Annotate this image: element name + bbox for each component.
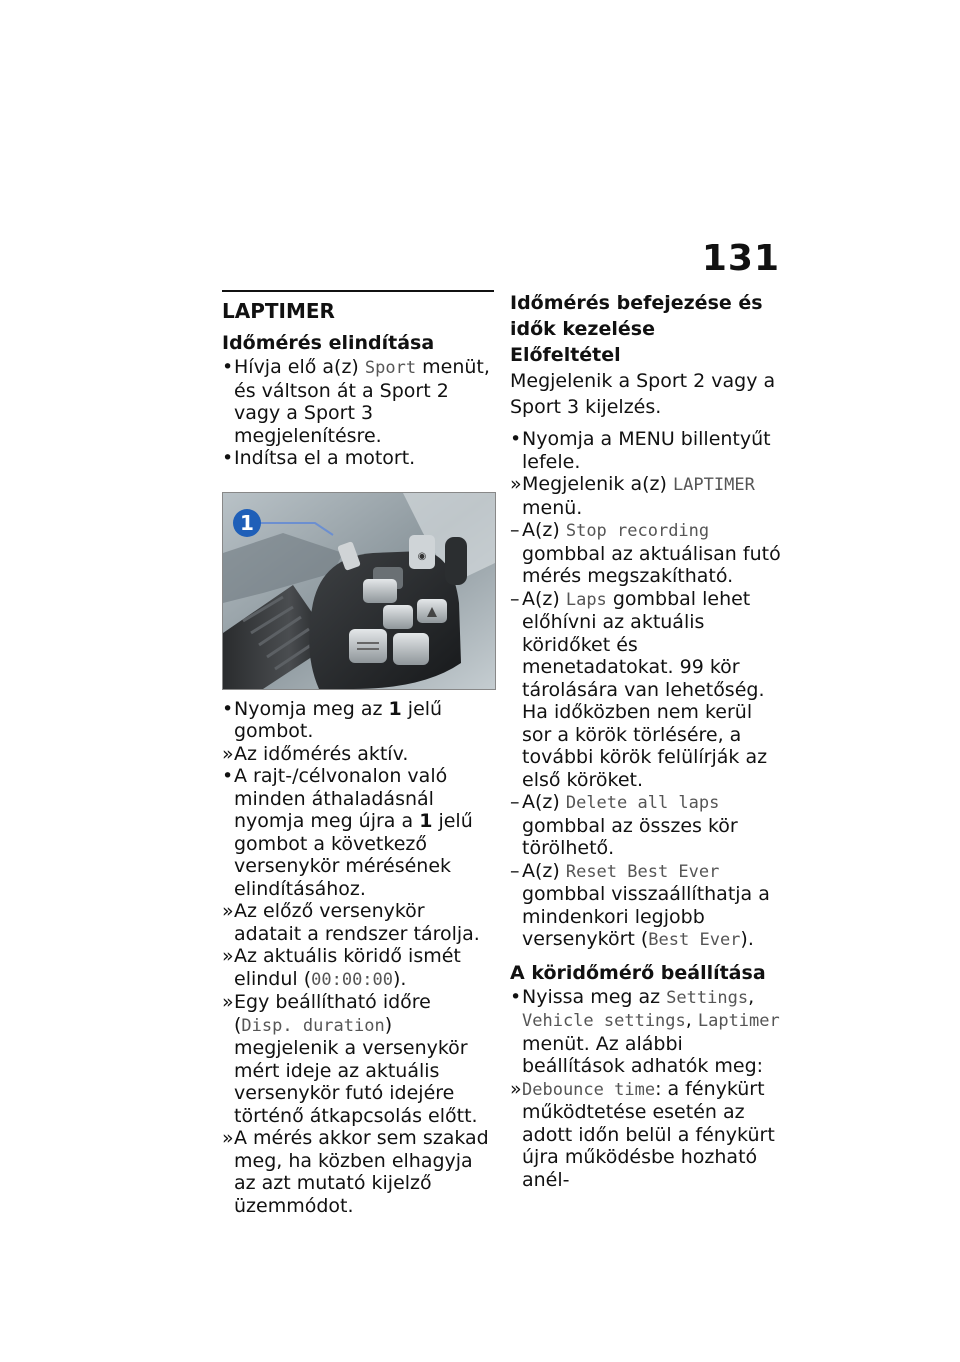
list-item — [510, 588, 782, 792]
item-text: A(z) — [522, 519, 566, 541]
item-text: Nyissa meg az — [522, 985, 667, 1008]
item-text: A(z) — [522, 587, 566, 610]
time-display: 00:00:00 — [311, 969, 394, 990]
bullet-marker: • — [222, 697, 234, 720]
dash-marker: – — [510, 587, 520, 610]
list-item — [222, 945, 494, 991]
list-item — [510, 428, 782, 473]
result-marker: » — [222, 991, 234, 1013]
dash-marker: – — [510, 519, 520, 541]
item-text: Az időmérés aktív. — [234, 742, 409, 765]
setting-name: Disp. duration — [241, 1015, 385, 1036]
intro-list — [222, 356, 494, 470]
page-number: 131 — [701, 238, 780, 279]
item-text: gombbal az összes kör törölhető. — [522, 814, 738, 859]
item-text: A(z) — [522, 859, 566, 882]
item-text: Nyomja a MENU billentyűt lefele. — [522, 428, 771, 473]
settings-list — [510, 986, 782, 1192]
item-text: gombbal az aktuálisan futó mérés megszakítható. — [522, 542, 781, 587]
prerequisite-title: Előfeltétel — [510, 344, 621, 366]
dash-marker: – — [510, 791, 520, 813]
item-text: Az előző versenykör adatait a rendszer tárolja. — [234, 900, 480, 945]
heading-laptimer-settings: A köridőmérő beállítása — [510, 961, 766, 984]
callout-number: 1 — [240, 510, 254, 535]
item-text: ). — [740, 928, 754, 950]
item-text: Indítsa el a motort. — [234, 447, 416, 469]
item-text: Hívja elő a(z) — [234, 356, 365, 378]
item-text: A rajt-/célvonalon való minden áthaladásnál nyomja meg újra a — [234, 765, 448, 832]
result-marker: » — [510, 1077, 522, 1100]
menu-name: Sport — [364, 358, 417, 378]
result-marker: » — [222, 742, 234, 765]
list-item — [510, 519, 782, 588]
button-ref: 1 — [388, 697, 402, 720]
item-text: Nyomja meg az — [234, 697, 389, 720]
item-text: Megjelenik a(z) — [522, 473, 673, 495]
result-marker: » — [222, 900, 234, 922]
list-item — [510, 986, 782, 1078]
button-ref: 1 — [419, 810, 433, 832]
heading-stop-timing: Időmérés befejezése és idők kezelése — [510, 292, 763, 340]
start-steps-list — [222, 698, 494, 1218]
list-item — [222, 1127, 494, 1217]
left-column — [222, 290, 494, 1217]
list-item — [510, 473, 782, 519]
section-rule — [222, 290, 494, 292]
list-item — [510, 1078, 782, 1192]
item-text: menüt, és váltson át a Sport 2 vagy a Sport 3 megjelenítésre. — [234, 356, 490, 447]
item-text: jelű gombot. — [234, 697, 443, 742]
handlebar-switch-figure — [222, 492, 496, 690]
handlebar-switch-illustration — [223, 493, 495, 689]
menu-name: LAPTIMER — [672, 475, 755, 495]
item-text: Egy beállítható időre ( — [234, 991, 431, 1036]
list-item — [222, 356, 494, 447]
stop-steps-list — [510, 428, 782, 952]
subheading-start-timing: Időmérés elindítása — [222, 332, 435, 354]
item-text: gombbal visszaállíthatja a mindenkori legjobb versenykört ( — [522, 883, 770, 950]
dash-marker: – — [510, 859, 520, 882]
right-column — [510, 290, 782, 1191]
item-text: ) megjelenik a versenykör mért ideje az aktuális versenykör futó idejére történő átkapcsolás előtt. — [234, 1013, 478, 1127]
item-text: : a fénykürt működtetése esetén az adott időn belül a fénykürt újra működésbe hozható anél- — [522, 1077, 775, 1191]
option-name: Best Ever — [648, 930, 741, 950]
item-text: , — [685, 1009, 698, 1031]
result-marker: » — [222, 1127, 234, 1149]
option-name: Reset Best Ever — [565, 861, 720, 882]
menu-name: Settings — [666, 987, 749, 1008]
bullet-marker: • — [222, 765, 234, 787]
item-text: A mérés akkor sem szakad meg, ha közben elhagyja az azt mutató kijelző üzemmódot. — [234, 1127, 489, 1217]
item-text: menü. — [522, 496, 583, 519]
item-text: , — [748, 985, 755, 1008]
list-item — [222, 900, 494, 945]
result-marker: » — [510, 473, 522, 495]
svg-text:◉: ◉ — [417, 550, 427, 562]
item-text: menüt. Az alábbi beállítások adhatók meg: — [522, 1032, 764, 1077]
section-title: LAPTIMER — [222, 299, 335, 323]
item-text: A(z) — [522, 791, 566, 813]
result-marker: » — [222, 945, 234, 967]
knob-icon — [445, 537, 467, 585]
menu-name: Vehicle settings — [522, 1011, 686, 1031]
list-item — [510, 791, 782, 860]
list-item — [222, 765, 494, 900]
item-text: gombbal lehet előhívni az aktuális köridőket és menetadatokat. 99 kör tárolására van lehetőség. Ha időközben nem kerül sor a körök törlésére, a további körök felülírják az első köröket. — [522, 587, 768, 791]
item-text: ). — [393, 967, 407, 990]
option-name: Laps — [565, 589, 607, 610]
item-text: Az aktuális köridő ismét elindul ( — [234, 945, 461, 990]
bullet-marker: • — [510, 985, 522, 1008]
item-text: jelű gombot a következő versenykör mérésének elindításához. — [234, 810, 473, 900]
option-name: Stop recording — [565, 521, 710, 541]
setting-name: Debounce time — [522, 1079, 656, 1100]
list-item — [222, 991, 494, 1127]
list-item — [510, 860, 782, 952]
list-item — [222, 698, 494, 743]
bullet-marker: • — [222, 356, 234, 378]
prerequisite-text: Megjelenik a Sport 2 vagy a Sport 3 kijelzés. — [510, 370, 776, 418]
bullet-marker: • — [222, 447, 234, 469]
option-name: Delete all laps — [565, 793, 720, 813]
bullet-marker: • — [510, 428, 522, 450]
list-item — [222, 743, 494, 766]
list-item — [222, 447, 494, 470]
menu-name: Laptimer — [697, 1011, 780, 1031]
